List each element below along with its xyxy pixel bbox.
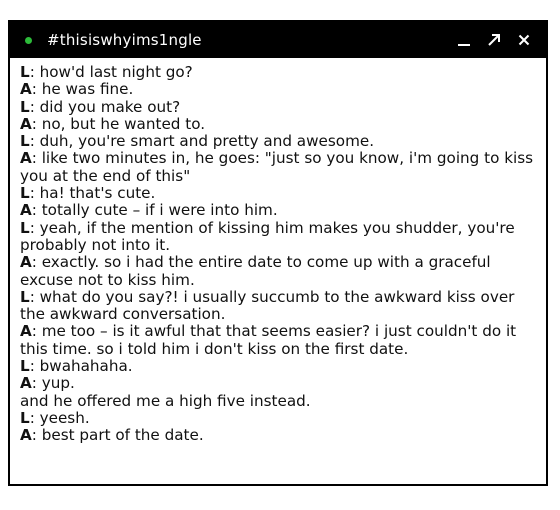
chat-message <box>20 150 536 185</box>
message-speaker: L <box>20 63 30 81</box>
message-speaker: A <box>20 426 32 445</box>
message-text: : yeah, if the mention of kissing him makes you shudder, you're probably not into it. <box>20 218 515 254</box>
chat-window <box>8 20 548 486</box>
expand-arrow-icon <box>487 33 501 47</box>
message-speaker: L <box>20 357 30 376</box>
message-speaker: L <box>20 287 30 306</box>
message-text: : did you make out? <box>29 97 181 116</box>
chat-message <box>20 427 536 444</box>
chat-message <box>20 99 536 116</box>
message-text: : exactly. so i had the entire date to come up with a graceful excuse not to kiss him. <box>20 253 491 289</box>
message-speaker: A <box>20 80 32 99</box>
chat-message <box>20 133 536 150</box>
message-text: : ha! that's cute. <box>29 184 156 203</box>
message-text: : no, but he wanted to. <box>31 114 206 133</box>
chat-message <box>20 358 536 375</box>
chat-message <box>20 410 536 427</box>
online-status-icon <box>25 37 32 44</box>
minimize-icon <box>457 33 471 47</box>
chat-message <box>20 185 536 202</box>
message-text: : yup. <box>31 374 75 393</box>
title-bar[interactable] <box>10 22 546 58</box>
minimize-button[interactable] <box>454 30 474 50</box>
chat-message <box>20 323 536 358</box>
message-speaker: L <box>20 97 30 116</box>
window-controls <box>454 30 534 50</box>
close-button[interactable] <box>514 30 534 50</box>
maximize-button[interactable] <box>484 30 504 50</box>
message-speaker: A <box>20 201 32 220</box>
message-speaker: A <box>20 253 32 272</box>
chat-message <box>20 220 536 255</box>
message-text: : he was fine. <box>31 80 134 99</box>
message-text: : how'd last night go? <box>29 63 193 81</box>
chat-message <box>20 393 536 410</box>
message-speaker: A <box>20 149 32 168</box>
message-text: : bwahahaha. <box>29 357 133 376</box>
message-speaker: L <box>20 408 30 427</box>
message-speaker: A <box>20 374 32 393</box>
message-text: : best part of the date. <box>31 426 204 445</box>
message-speaker: A <box>20 322 32 341</box>
chat-message <box>20 81 536 98</box>
message-speaker: A <box>20 114 32 133</box>
message-speaker: L <box>20 132 30 151</box>
chat-message <box>20 254 536 289</box>
chat-message <box>20 116 536 133</box>
message-text: : what do you say?! i usually succumb to the awkward kiss over the awkward conversation. <box>20 287 515 324</box>
message-speaker: L <box>20 184 30 203</box>
message-text: and he offered me a high five instead. <box>20 391 311 410</box>
message-text: : like two minutes in, he goes: "just so you know, i'm going to kiss you at the end of this" <box>20 149 534 185</box>
message-text: : me too – is it awful that that seems easier? i just couldn't do it this time. so i told him i don't kiss on the first date. <box>20 322 517 358</box>
close-icon <box>517 33 531 47</box>
chat-message <box>20 202 536 219</box>
chat-transcript <box>10 58 546 445</box>
chat-message <box>20 289 536 324</box>
window-title: #thisiswhyims1ngle <box>47 31 202 49</box>
message-text: : totally cute – if i were into him. <box>31 201 278 220</box>
message-speaker: L <box>20 218 30 237</box>
message-text: : yeesh. <box>29 408 90 427</box>
chat-message <box>20 64 536 81</box>
message-text: : duh, you're smart and pretty and awesome. <box>29 132 375 151</box>
chat-message <box>20 375 536 392</box>
